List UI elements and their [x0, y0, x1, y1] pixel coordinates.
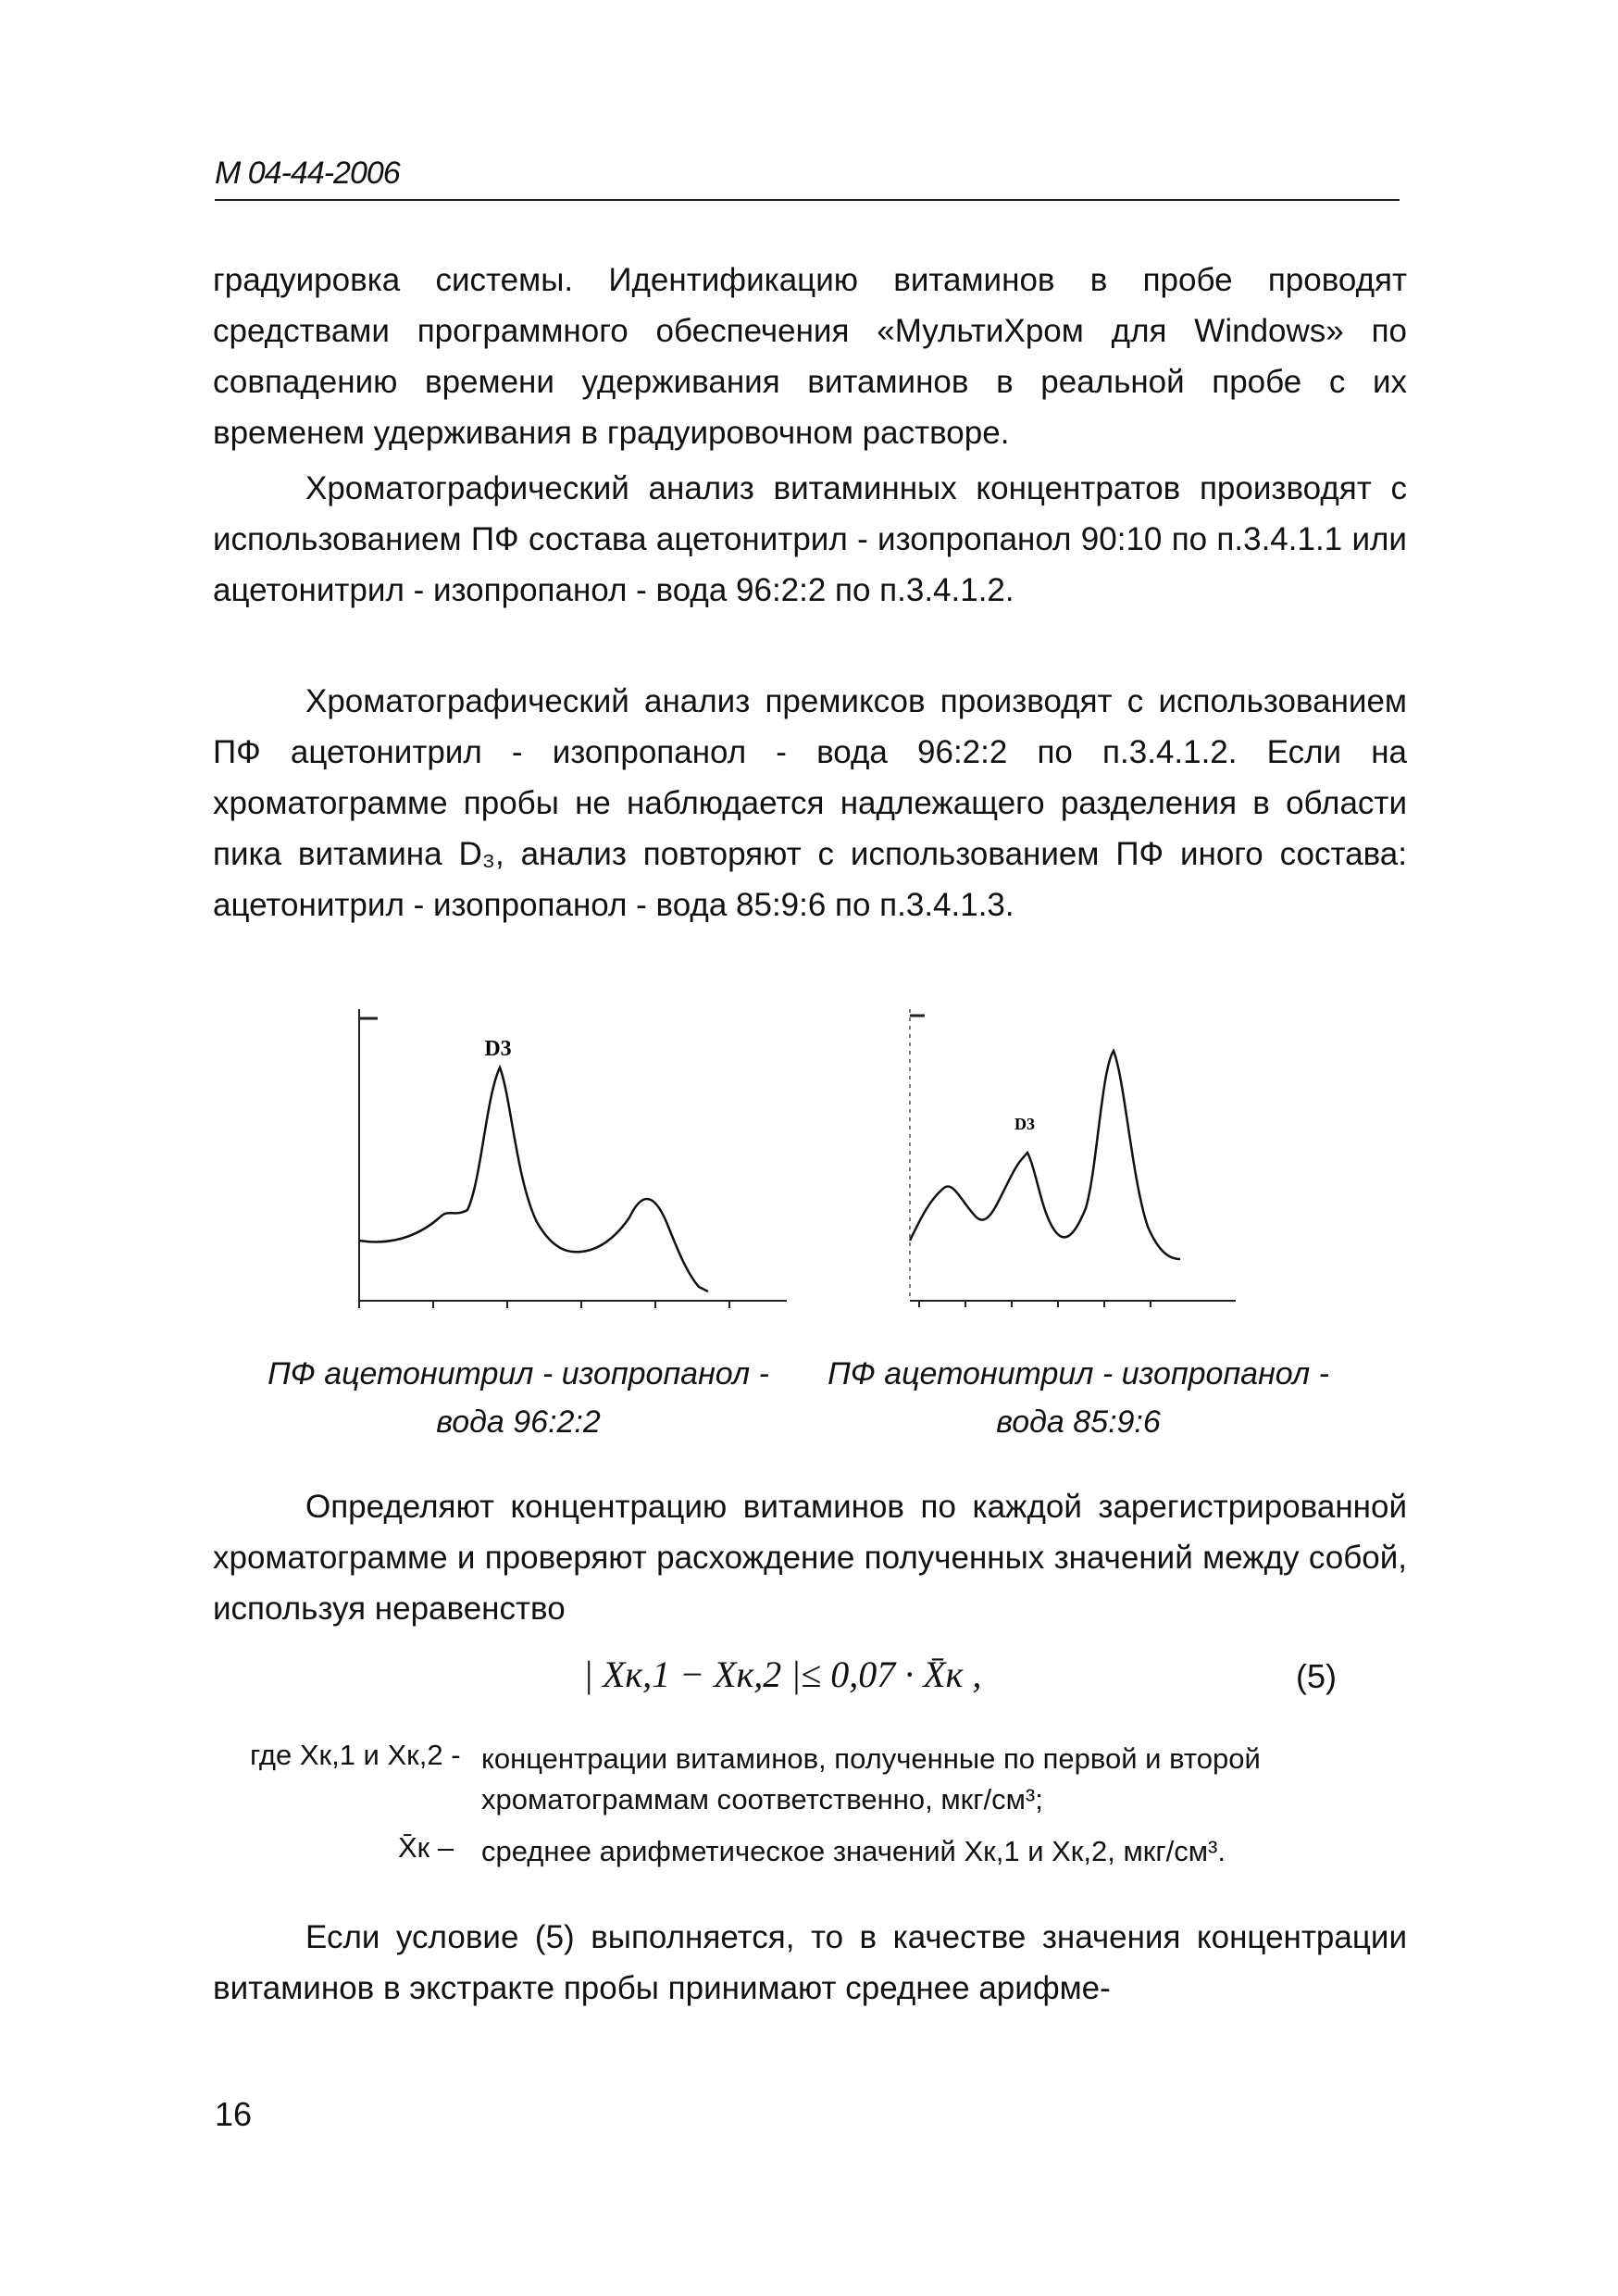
paragraph-2: Хроматографический анализ витаминных концентратов производят с использованием ПФ состава ацетонитрил - изопропанол 90:10 по п.3.4.1.1 или ацетонитрил - изопропанол - вода 96:2:2 по п.3.4.1.2. [213, 470, 1407, 608]
header-rule [215, 199, 1400, 201]
paragraph-3: Хроматографический анализ премиксов производят с использованием ПФ ацетонитрил - изопропанол - вода 96:2:2 по п.3.4.1.2. Если на хроматограмме пробы не наблюдается надлежащего разделения в области пика витамина D₃, анализ повторяют с использованием ПФ иного состава: ацетонитрил - изопропанол - вода 85:9:6 по п.3.4.1.3. [213, 683, 1407, 923]
definition-term-2: X̄к – [398, 1831, 454, 1864]
right-x-ticks [919, 1301, 1151, 1307]
caption-right: ПФ ацетонитрил - изопропанол - вода 85:9:6 [828, 1356, 1329, 1440]
right-trace [910, 1051, 1180, 1259]
chromatogram-left-plot [352, 995, 852, 1329]
left-peak-label: D3 [484, 1037, 512, 1061]
formula-number: (5) [1296, 1657, 1337, 1695]
page-number: 16 [215, 2095, 253, 2133]
definition-text-2: среднее арифметическое значений Xк,1 и Xк,2, мкг/см³. [481, 1835, 1226, 1867]
right-peak-label: D3 [1014, 1115, 1035, 1133]
chromatogram-right [902, 995, 1402, 1329]
paragraph-5: Если условие (5) выполняется, то в качестве значения концентрации витаминов в экстракте пробы принимают среднее арифме- [213, 1919, 1407, 2006]
left-x-ticks [359, 1301, 729, 1308]
definition-text-1: концентрации витаминов, полученные по первой и второй хроматограммам соответственно, мкг/см³; [481, 1742, 1261, 1816]
chromatogram-right-plot [902, 995, 1402, 1329]
caption-left: ПФ ацетонитрил - изопропанол - вода 96:2:2 [268, 1356, 769, 1440]
left-trace [359, 1067, 708, 1292]
definition-term-1: где Xк,1 и Xк,2 - [250, 1739, 461, 1771]
document-code: М 04-44-2006 [215, 156, 400, 191]
formula-inequality: | Xк,1 − Xк,2 |≤ 0,07 · X̄к , [583, 1653, 982, 1695]
paragraph-4: Определяют концентрацию витаминов по каждой зарегистрированной хроматограмме и проверяют расхождение полученных значений между собой, используя неравенство [213, 1489, 1407, 1627]
paragraph-1: градуировка системы. Идентификацию витаминов в пробе проводят средствами программного обеспечения «МультиХром для Windows» по совпадению времени удерживания витаминов в реальной пробе с их временем удерживания в градуировочном растворе. [213, 262, 1407, 451]
chromatogram-left [352, 995, 852, 1329]
